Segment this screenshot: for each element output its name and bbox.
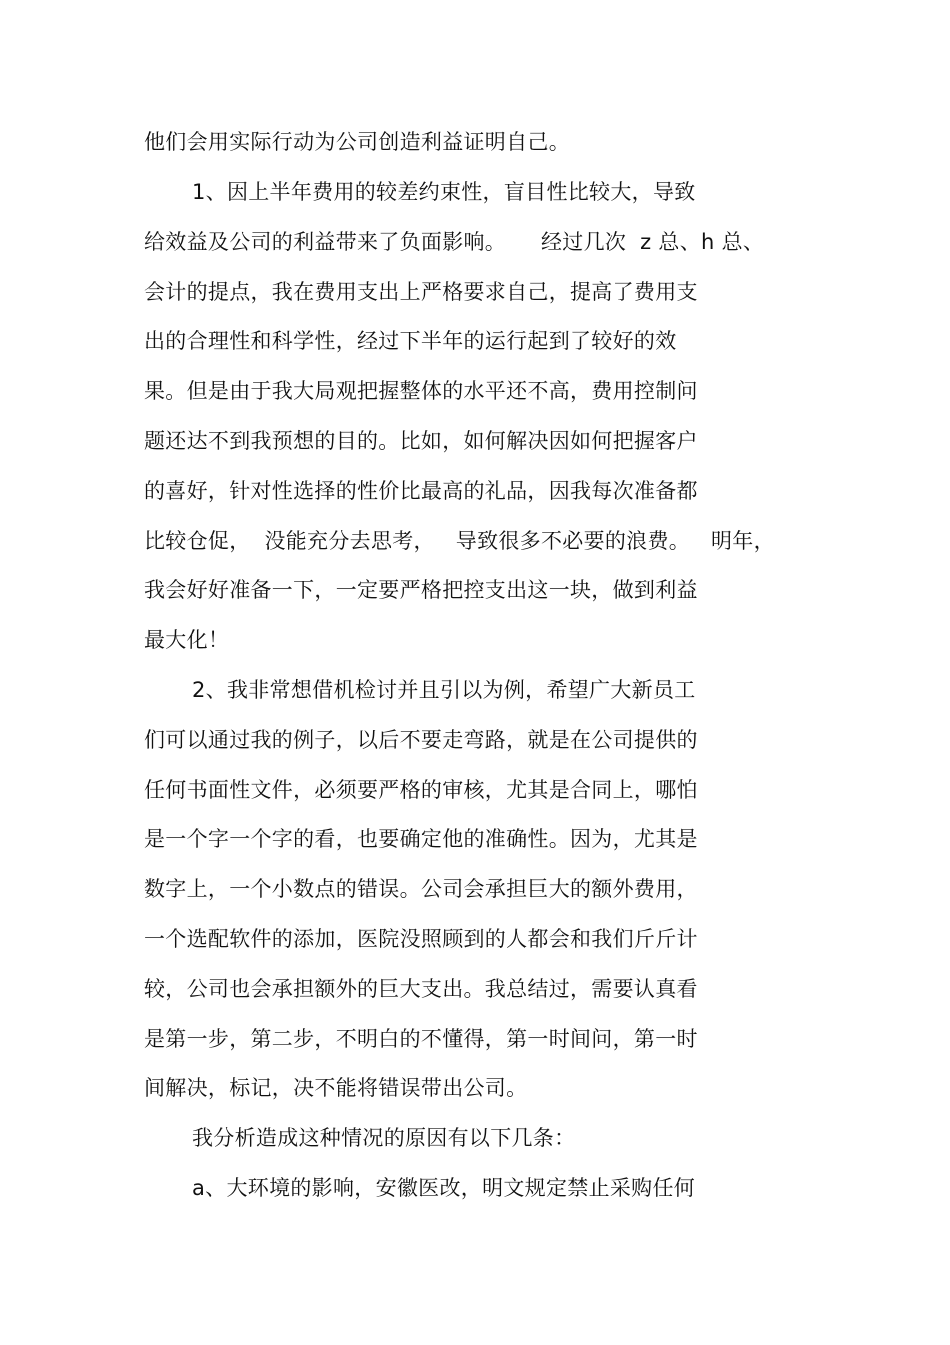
text-line: 2、我非常想借机检讨并且引以为例，希望广大新员工	[192, 678, 696, 702]
text-line: 会计的提点，我在费用支出上严格要求自己，提高了费用支	[144, 280, 698, 304]
text-line: 是一个字一个字的看，也要确定他的准确性。因为，尤其是	[144, 827, 698, 851]
text-line: 间解决，标记，决不能将错误带出公司。	[144, 1076, 528, 1100]
text-line: 比较仓促， 没能充分去思考， 导致很多不必要的浪费。 明年，	[144, 529, 775, 553]
text-line: 一个选配软件的添加，医院没照顾到的人都会和我们斤斤计	[144, 927, 698, 951]
text-line: 数字上，一个小数点的错误。公司会承担巨大的额外费用，	[144, 877, 698, 901]
text-line: 果。但是由于我大局观把握整体的水平还不高，费用控制问	[144, 379, 698, 403]
text-line: 任何书面性文件，必须要严格的审核，尤其是合同上，哪怕	[144, 778, 698, 802]
text-line: 出的合理性和科学性，经过下半年的运行起到了较好的效	[144, 329, 677, 353]
text-line: 是第一步，第二步，不明白的不懂得，第一时间问，第一时	[144, 1027, 698, 1051]
text-line: 们可以通过我的例子，以后不要走弯路，就是在公司提供的	[144, 728, 698, 752]
text-line: 他们会用实际行动为公司创造利益证明自己。	[144, 130, 570, 154]
text-line: a、大环境的影响，安徽医改，明文规定禁止采购任何	[192, 1176, 696, 1200]
text-line: 我会好好准备一下，一定要严格把控支出这一块，做到利益	[144, 578, 698, 602]
text-line: 较，公司也会承担额外的巨大支出。我总结过，需要认真看	[144, 977, 698, 1001]
text-line: 我分析造成这种情况的原因有以下几条：	[192, 1126, 576, 1150]
text-line: 给效益及公司的利益带来了负面影响。 经过几次 z 总、h 总、	[144, 230, 765, 254]
text-line: 题还达不到我预想的目的。比如，如何解决因如何把握客户	[144, 429, 698, 453]
text-line: 1、因上半年费用的较差约束性，盲目性比较大，导致	[192, 180, 696, 204]
text-line: 的喜好，针对性选择的性价比最高的礼品，因我每次准备都	[144, 479, 698, 503]
text-line: 最大化！	[144, 628, 230, 652]
